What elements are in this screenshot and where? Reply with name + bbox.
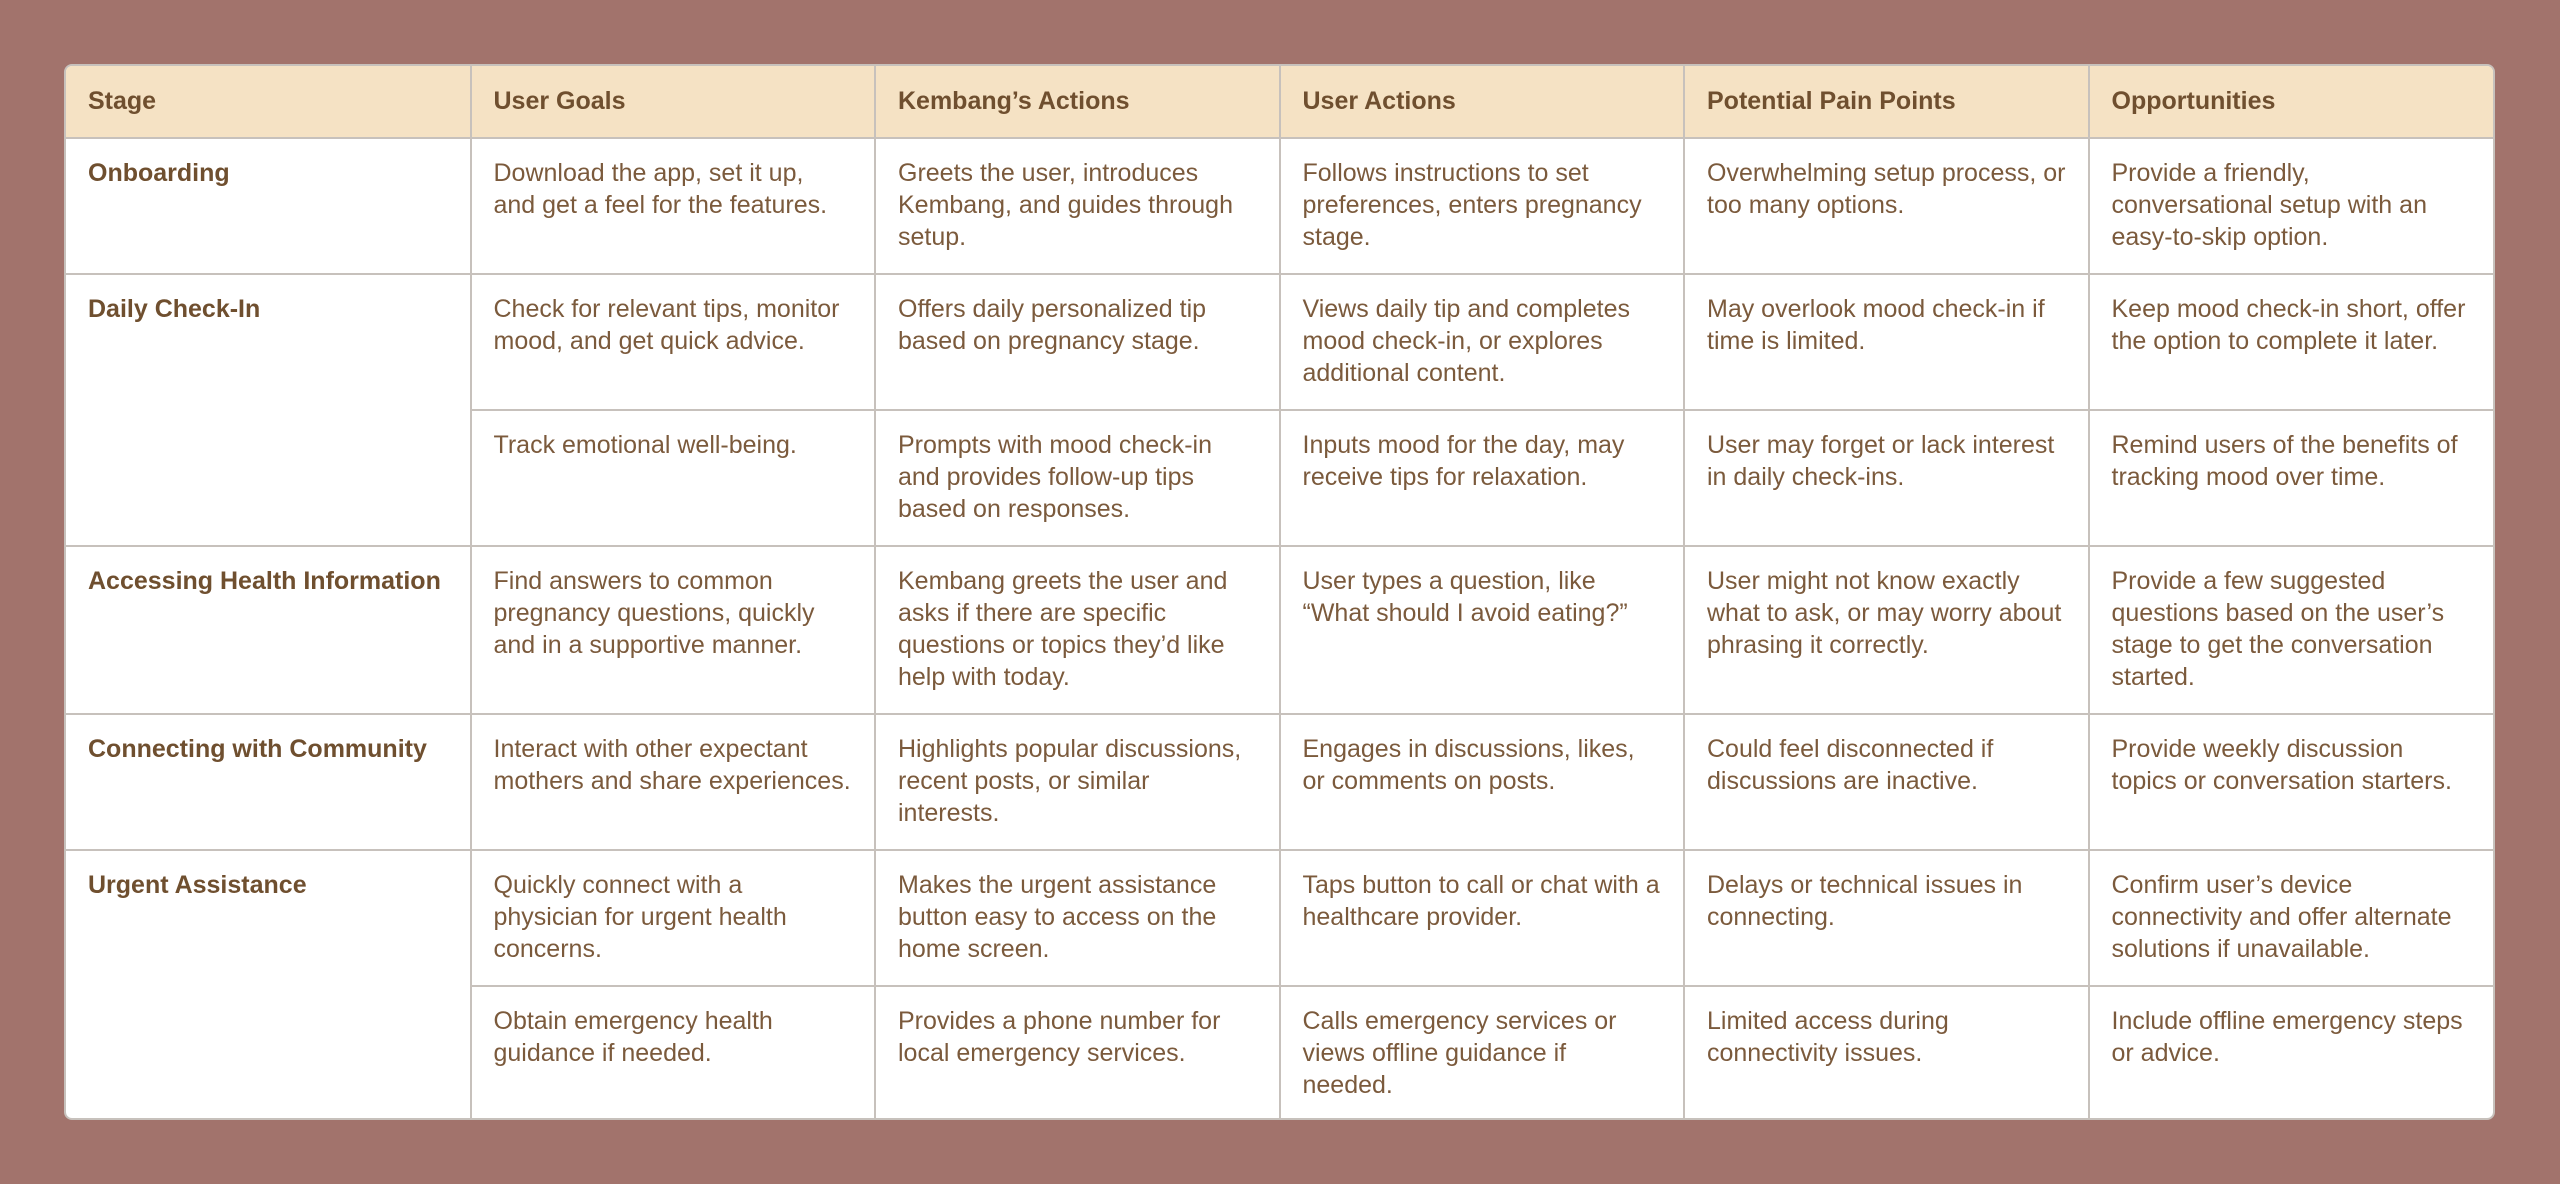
kembang-actions-cell: Greets the user, introduces Kembang, and guides through setup. — [875, 138, 1280, 274]
table-row — [66, 274, 2493, 410]
user-actions-cell: User types a question, like “What should I avoid eating?” — [1280, 546, 1685, 714]
header-user-actions: User Actions — [1280, 66, 1685, 138]
user-actions-cell: Views daily tip and completes mood check-in, or explores additional content. — [1280, 274, 1685, 410]
kembang-actions-cell: Kembang greets the user and asks if there are specific questions or topics they’d like help with today. — [875, 546, 1280, 714]
header-pain-points: Potential Pain Points — [1684, 66, 2089, 138]
stage-cell-onboarding: Onboarding — [66, 138, 471, 274]
header-kembang-actions: Kembang’s Actions — [875, 66, 1280, 138]
opportunities-cell: Provide weekly discussion topics or conversation starters. — [2089, 714, 2494, 850]
user-actions-cell: Taps button to call or chat with a healthcare provider. — [1280, 850, 1685, 986]
opportunities-cell: Provide a friendly, conversational setup with an easy-to-skip option. — [2089, 138, 2494, 274]
table-row — [66, 546, 2493, 714]
user-goals-cell: Quickly connect with a physician for urgent health concerns. — [471, 850, 876, 986]
stage-cell-daily-check-in: Daily Check-In — [66, 274, 471, 546]
kembang-actions-cell: Offers daily personalized tip based on pregnancy stage. — [875, 274, 1280, 410]
user-goals-cell: Track emotional well-being. — [471, 410, 876, 546]
pain-points-cell: May overlook mood check-in if time is limited. — [1684, 274, 2089, 410]
table-row — [66, 138, 2493, 274]
user-goals-cell: Obtain emergency health guidance if needed. — [471, 986, 876, 1119]
kembang-actions-cell: Prompts with mood check-in and provides follow-up tips based on responses. — [875, 410, 1280, 546]
pain-points-cell: User might not know exactly what to ask, or may worry about phrasing it correctly. — [1684, 546, 2089, 714]
pain-points-cell: Overwhelming setup process, or too many options. — [1684, 138, 2089, 274]
pain-points-cell: Delays or technical issues in connecting. — [1684, 850, 2089, 986]
opportunities-cell: Provide a few suggested questions based on the user’s stage to get the conversation started. — [2089, 546, 2494, 714]
header-user-goals: User Goals — [471, 66, 876, 138]
pain-points-cell: Could feel disconnected if discussions are inactive. — [1684, 714, 2089, 850]
kembang-actions-cell: Makes the urgent assistance button easy to access on the home screen. — [875, 850, 1280, 986]
kembang-actions-cell: Highlights popular discussions, recent posts, or similar interests. — [875, 714, 1280, 850]
user-goals-cell: Interact with other expectant mothers and share experiences. — [471, 714, 876, 850]
table-row — [66, 714, 2493, 850]
user-actions-cell: Engages in discussions, likes, or comments on posts. — [1280, 714, 1685, 850]
stage-cell-health-info: Accessing Health Information — [66, 546, 471, 714]
user-goals-cell: Check for relevant tips, monitor mood, and get quick advice. — [471, 274, 876, 410]
user-goals-cell: Download the app, set it up, and get a feel for the features. — [471, 138, 876, 274]
user-actions-cell: Inputs mood for the day, may receive tips for relaxation. — [1280, 410, 1685, 546]
opportunities-cell: Remind users of the benefits of tracking mood over time. — [2089, 410, 2494, 546]
opportunities-cell: Include offline emergency steps or advice. — [2111, 1007, 2463, 1067]
kembang-actions-cell: Provides a phone number for local emergency services. — [875, 986, 1280, 1119]
table-row — [66, 850, 2493, 986]
stage-cell-community: Connecting with Community — [66, 714, 471, 850]
header-row — [66, 66, 2493, 138]
opportunities-cell: Keep mood check-in short, offer the option to complete it later. — [2089, 274, 2494, 410]
header-stage: Stage — [66, 66, 471, 138]
user-actions-cell: Calls emergency services or views offline guidance if needed. — [1280, 986, 1685, 1119]
user-actions-cell: Follows instructions to set preferences, enters pregnancy stage. — [1280, 138, 1685, 274]
user-goals-cell: Find answers to common pregnancy questions, quickly and in a supportive manner. — [471, 546, 876, 714]
pain-points-cell: User may forget or lack interest in daily check-ins. — [1684, 410, 2089, 546]
header-opportunities: Opportunities — [2089, 66, 2494, 138]
journey-map-table — [66, 66, 2493, 1120]
table-header — [66, 66, 2493, 138]
table-body — [66, 138, 2493, 1119]
journey-map-card — [64, 64, 2495, 1120]
opportunities-cell: Confirm user’s device connectivity and offer alternate solutions if unavailable. — [2089, 850, 2494, 986]
stage-cell-urgent: Urgent Assistance — [66, 850, 471, 1119]
pain-points-cell: Limited access during connectivity issues. — [1684, 986, 2089, 1119]
